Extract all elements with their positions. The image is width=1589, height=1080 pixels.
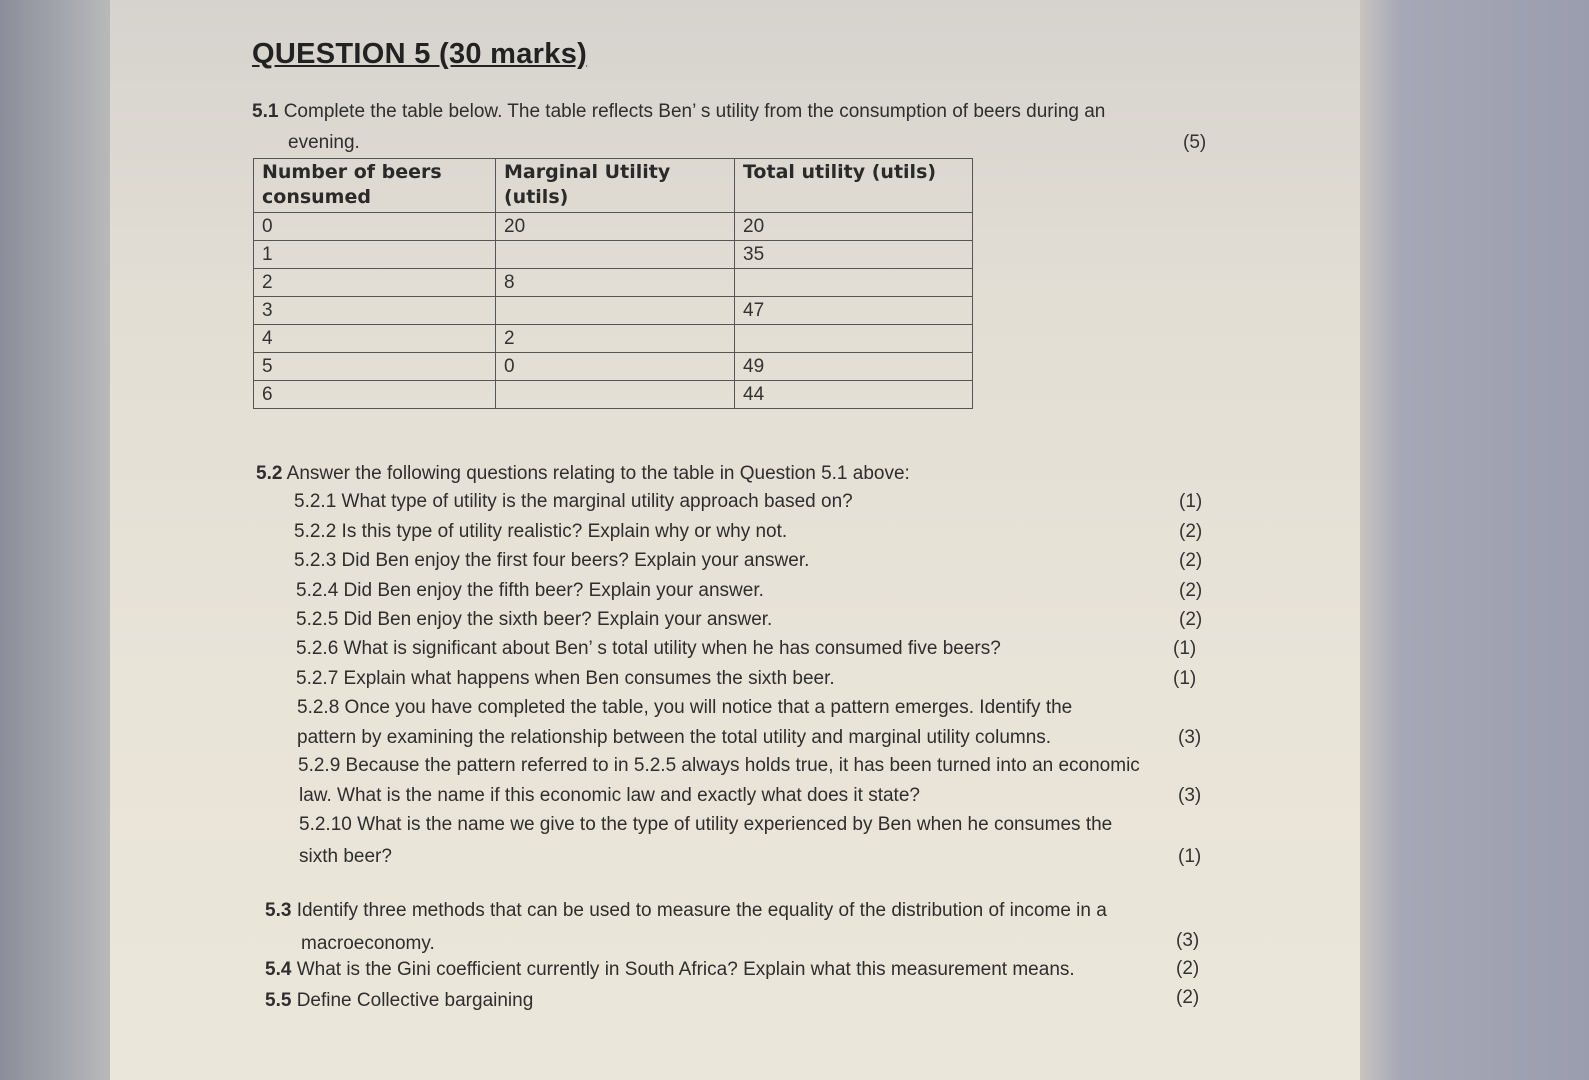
sub-question: 5.2.6 What is significant about Ben’ s total utility when he has consumed five beers? bbox=[296, 638, 1001, 659]
question-number: 5.4 bbox=[265, 959, 292, 980]
marginal-utility-cell: 2 bbox=[496, 325, 735, 353]
table-row bbox=[254, 381, 973, 409]
sub-question-marks: (3) bbox=[1178, 727, 1202, 748]
question-5-4 bbox=[265, 959, 1075, 981]
sub-question-marks: (2) bbox=[1179, 550, 1203, 571]
marginal-utility-cell: 8 bbox=[496, 269, 735, 297]
total-utility-cell: 49 bbox=[735, 353, 973, 381]
total-utility-cell: 47 bbox=[735, 297, 973, 325]
sub-question: pattern by examining the relationship between the total utility and marginal utility columns. bbox=[297, 727, 1052, 748]
question-text: Define Collective bargaining bbox=[296, 990, 534, 1011]
sub-question-marks: (1) bbox=[1179, 491, 1203, 512]
question-5-2 bbox=[256, 463, 910, 485]
table-header-row bbox=[254, 159, 973, 213]
marks-5-5: (2) bbox=[1176, 987, 1200, 1008]
question-text: Complete the table below. The table reflects Ben’ s utility from the consumption of beers during an bbox=[283, 101, 1106, 122]
total-utility-cell: 20 bbox=[735, 213, 973, 241]
beers-cell: 5 bbox=[254, 353, 496, 381]
marginal-utility-cell bbox=[496, 241, 735, 269]
sub-question: 5.2.4 Did Ben enjoy the fifth beer? Explain your answer. bbox=[296, 580, 764, 601]
question-number: 5.2 bbox=[256, 463, 283, 484]
table-row bbox=[254, 269, 973, 297]
question-title: QUESTION 5 (30 marks) bbox=[252, 38, 588, 70]
question-text: What is the Gini coefficient currently in South Africa? Explain what this measurement means. bbox=[296, 959, 1075, 980]
sub-question: law. What is the name if this economic law and exactly what does it state? bbox=[299, 785, 920, 806]
marginal-utility-cell bbox=[496, 381, 735, 409]
question-number: 5.3 bbox=[265, 900, 292, 921]
header-total-utility: Total utility (utils) bbox=[735, 159, 973, 213]
beers-cell: 0 bbox=[254, 213, 496, 241]
sub-question-marks: (1) bbox=[1173, 668, 1197, 689]
sub-question: 5.2.1 What type of utility is the marginal utility approach based on? bbox=[294, 491, 853, 512]
header-marginal-utility: Marginal Utility (utils) bbox=[496, 159, 735, 213]
question-5-1-continued: evening. bbox=[288, 132, 360, 153]
total-utility-cell: 35 bbox=[735, 241, 973, 269]
sub-question: 5.2.3 Did Ben enjoy the first four beers? Explain your answer. bbox=[294, 550, 810, 571]
question-5-3 bbox=[265, 900, 1107, 922]
question-text: Identify three methods that can be used to measure the equality of the distribution of income in a bbox=[296, 900, 1107, 921]
table-row bbox=[254, 213, 973, 241]
beers-cell: 2 bbox=[254, 269, 496, 297]
sub-question: sixth beer? bbox=[299, 846, 392, 867]
beers-cell: 1 bbox=[254, 241, 496, 269]
total-utility-cell: 44 bbox=[735, 381, 973, 409]
question-number: 5.1 bbox=[252, 101, 279, 122]
question-number: 5.5 bbox=[265, 990, 292, 1011]
sub-question-marks: (2) bbox=[1179, 609, 1203, 630]
sub-question: 5.2.10 What is the name we give to the type of utility experienced by Ben when he consumes the bbox=[299, 814, 1113, 835]
question-text: Answer the following questions relating to the table in Question 5.1 above: bbox=[286, 463, 910, 484]
sub-question: 5.2.2 Is this type of utility realistic? Explain why or why not. bbox=[294, 521, 788, 542]
sub-question-marks: (2) bbox=[1179, 521, 1203, 542]
header-number-of-beers: Number of beers consumed bbox=[254, 159, 496, 213]
marginal-utility-cell: 20 bbox=[496, 213, 735, 241]
marks-5-4: (2) bbox=[1176, 958, 1200, 979]
utility-table bbox=[253, 158, 973, 409]
sub-question-marks: (3) bbox=[1178, 785, 1202, 806]
table-row bbox=[254, 297, 973, 325]
marks-5-1: (5) bbox=[1183, 132, 1207, 153]
table-row bbox=[254, 353, 973, 381]
sub-question: 5.2.8 Once you have completed the table, you will notice that a pattern emerges. Identify the bbox=[297, 697, 1073, 718]
sub-question: 5.2.9 Because the pattern referred to in 5.2.5 always holds true, it has been turned into an economic bbox=[298, 755, 1140, 776]
question-5-1 bbox=[252, 101, 1105, 123]
total-utility-cell bbox=[735, 269, 973, 297]
question-5-5 bbox=[265, 990, 533, 1012]
beers-cell: 6 bbox=[254, 381, 496, 409]
sub-question: 5.2.7 Explain what happens when Ben consumes the sixth beer. bbox=[296, 668, 835, 689]
total-utility-cell bbox=[735, 325, 973, 353]
marks-5-3: (3) bbox=[1176, 930, 1200, 951]
beers-cell: 4 bbox=[254, 325, 496, 353]
sub-question-marks: (2) bbox=[1179, 580, 1203, 601]
beers-cell: 3 bbox=[254, 297, 496, 325]
sub-question: 5.2.5 Did Ben enjoy the sixth beer? Explain your answer. bbox=[296, 609, 773, 630]
marginal-utility-cell bbox=[496, 297, 735, 325]
sub-question-marks: (1) bbox=[1173, 638, 1197, 659]
marginal-utility-cell: 0 bbox=[496, 353, 735, 381]
table-row bbox=[254, 325, 973, 353]
question-5-3-continued: macroeconomy. bbox=[301, 933, 435, 954]
table-row bbox=[254, 241, 973, 269]
sub-question-marks: (1) bbox=[1178, 846, 1202, 867]
